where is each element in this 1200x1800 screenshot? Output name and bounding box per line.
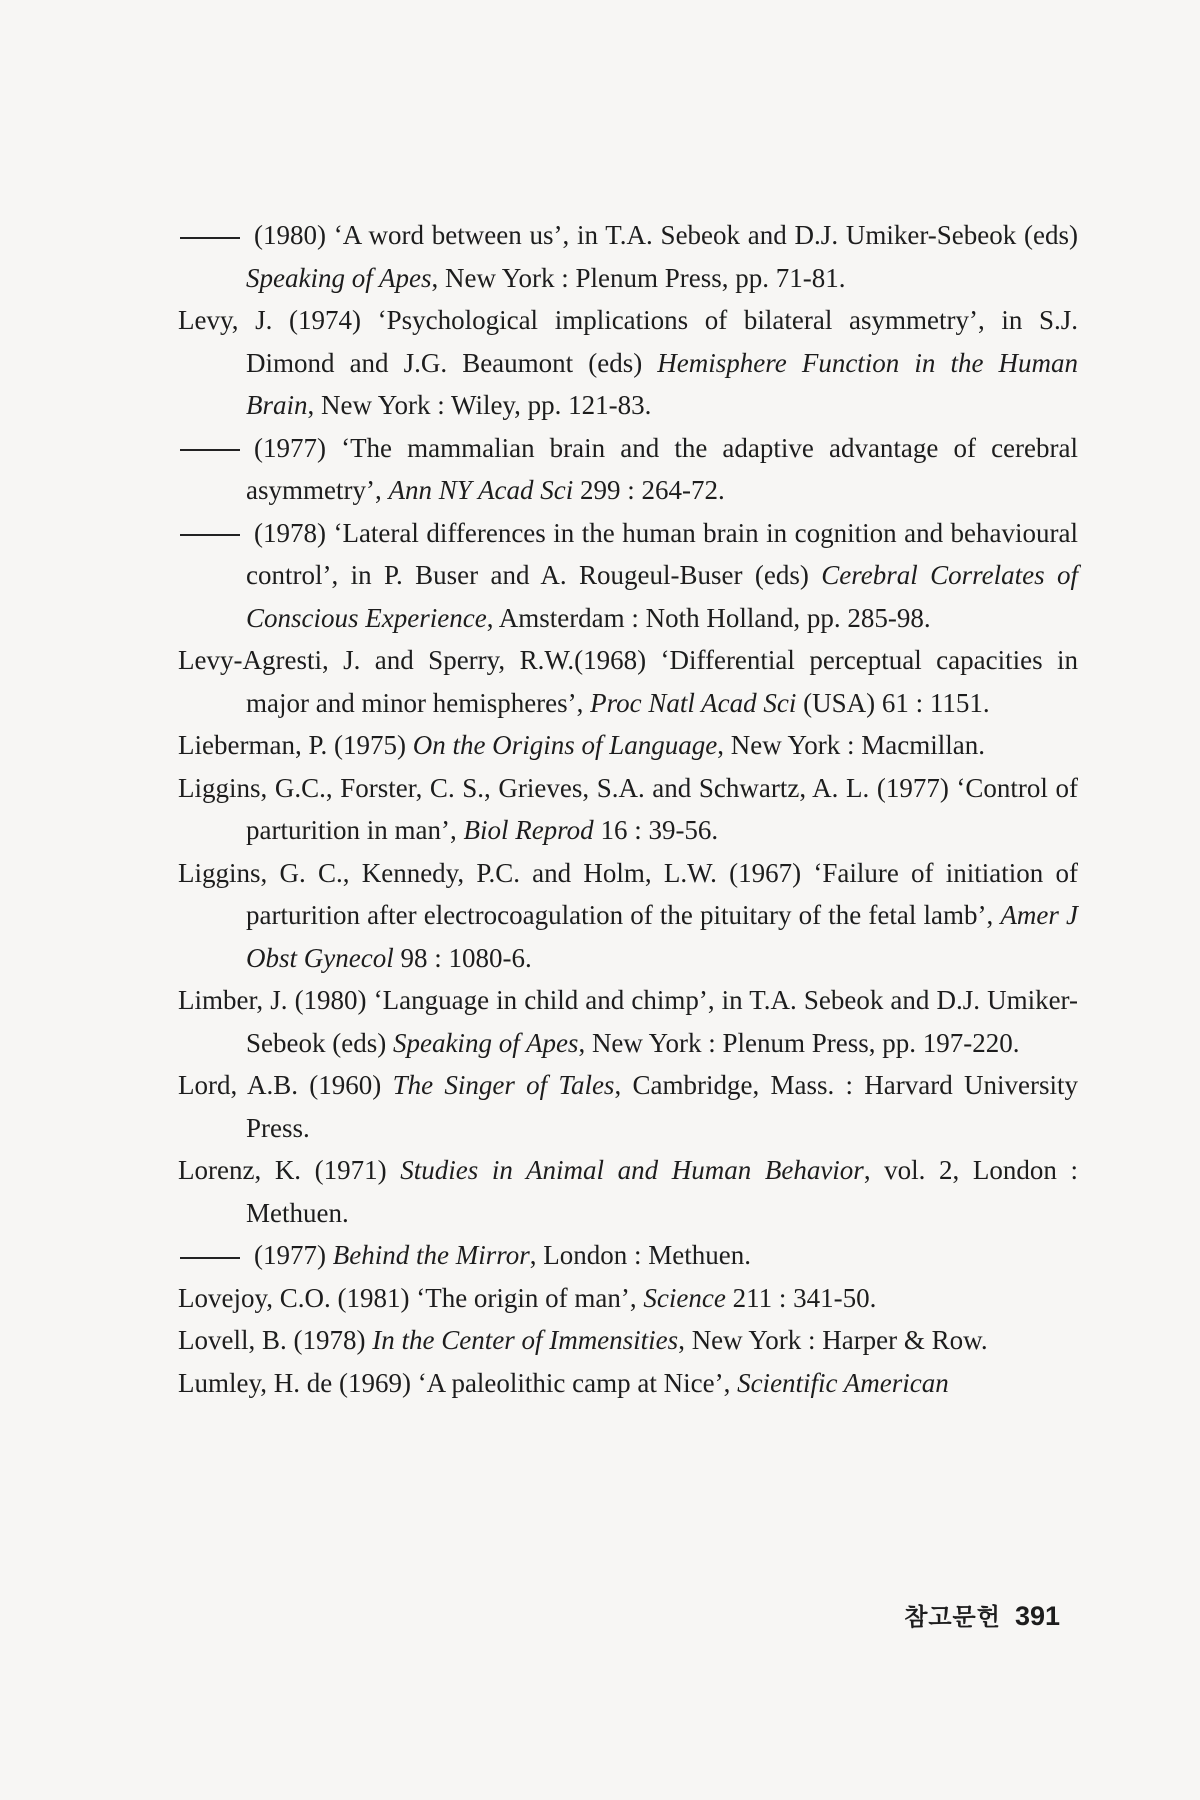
reference-title: The Singer of Tales [392,1070,615,1100]
ditto-dash [180,237,240,239]
reference-text: , New York : Plenum Press, pp. 71-81. [431,262,846,293]
reference-text: 299 : 264-72. [573,475,725,505]
reference-title: Scientific American [737,1367,949,1398]
reference-title: Studies in Animal and Human Behavior [400,1155,864,1185]
reference-title: Speaking of Apes [246,262,432,293]
reference-text: , vol. 2, London : Methuen. [246,1155,1079,1228]
reference-text: 211 : 341-50. [725,1282,877,1313]
reference-text: Lumley, H. de (1969) ‘A paleolithic camp at Nice’, [178,1367,738,1398]
reference-text: (USA) 61 : 1151. [796,687,990,718]
reference-title: Amer J Obst Gynecol [246,900,1079,973]
reference-entry [178,1149,1078,1234]
reference-entry [178,639,1078,724]
reference-title: Science [643,1282,726,1313]
reference-text: 16 : 39-56. [593,815,719,845]
reference-entry [178,979,1078,1064]
reference-text: , New York : Wiley, pp. 121-83. [307,390,652,420]
reference-text: Liggins, G.C., Forster, C. S., Grieves, S.A. and Schwartz, A. L. (1977) ‘Control of parturition in man’, [178,772,1078,845]
reference-text: , Cambridge, Mass. : Harvard University Press. [246,1070,1079,1143]
page-number: 391 [1014,1601,1060,1631]
reference-entry [178,1277,1078,1320]
reference-text: Lovejoy, C.O. (1981) ‘The origin of man’, [178,1282,644,1313]
reference-entry [178,1362,1078,1405]
reference-entry [178,1234,1078,1277]
reference-text: Lorenz, K. (1971) [178,1155,401,1185]
reference-text: Levy, J. (1974) ‘Psychological implications of bilateral asymmetry’, in S.J. Dimond and J.G. Beaumont (eds) [178,305,1078,378]
reference-text: Lovell, B. (1978) [178,1325,373,1355]
reference-text: Liggins, G. C., Kennedy, P.C. and Holm, L.W. (1967) ‘Failure of initiation of parturition after electrocoagulation of the pituitary of the fetal lamb’, [178,857,1078,930]
ditto-dash [180,534,240,536]
reference-text: , New York : Plenum Press, pp. 197-220. [578,1027,1020,1058]
reference-entry [178,1319,1078,1362]
reference-text: , Amsterdam : Noth Holland, pp. 285-98. [486,602,931,633]
page-footer [904,1597,1060,1632]
reference-title: Speaking of Apes [392,1027,579,1058]
reference-title: In the Center of Immensities [372,1325,679,1355]
ditto-dash [180,449,240,451]
reference-title: Behind the Mirror [332,1240,530,1270]
reference-entry [178,724,1078,767]
reference-list [178,214,1078,1404]
reference-entry [178,299,1078,427]
reference-text: (1977) [254,1240,333,1270]
reference-entry [178,852,1078,980]
reference-text: (1978) ‘Lateral differences in the human brain in cognition and behavioural control’, in P. Buser and A. Rougeul-Buser (eds) [246,517,1078,590]
reference-text: Levy-Agresti, J. and Sperry, R.W.(1968) ‘Differential perceptual capacities in major and minor hemispheres’, [178,645,1078,718]
section-label: 참고문헌 [904,1603,1001,1631]
reference-entry [178,214,1078,299]
reference-text: 98 : 1080-6. [393,942,532,973]
reference-title: Biol Reprod [463,815,594,845]
reference-text: (1980) ‘A word between us’, in T.A. Sebeok and D.J. Umiker-Sebeok (eds) [254,220,1078,250]
reference-entry [178,427,1078,512]
reference-title: Ann NY Acad Sci [388,475,574,505]
reference-text: Lord, A.B. (1960) [178,1070,393,1100]
reference-title: Proc Natl Acad Sci [590,687,797,718]
reference-entry [178,767,1078,852]
reference-title: On the Origins of Language [412,730,718,760]
reference-text: , London : Methuen. [529,1240,751,1270]
reference-text: (1977) ‘The mammalian brain and the adaptive advantage of cerebral asymmetry’, [246,432,1078,505]
reference-entry [178,1064,1078,1149]
reference-text: , New York : Macmillan. [717,730,985,760]
reference-text: Lieberman, P. (1975) [178,730,413,760]
reference-text: Limber, J. (1980) ‘Language in child and chimp’, in T.A. Sebeok and D.J. Umiker-Sebeok (eds) [178,985,1078,1058]
ditto-dash [180,1257,240,1259]
reference-entry [178,512,1078,640]
reference-title: Cerebral Correlates of Conscious Experience [246,560,1078,633]
reference-title: Hemisphere Function in the Human Brain [246,347,1078,420]
reference-text: , New York : Harper & Row. [678,1325,988,1355]
